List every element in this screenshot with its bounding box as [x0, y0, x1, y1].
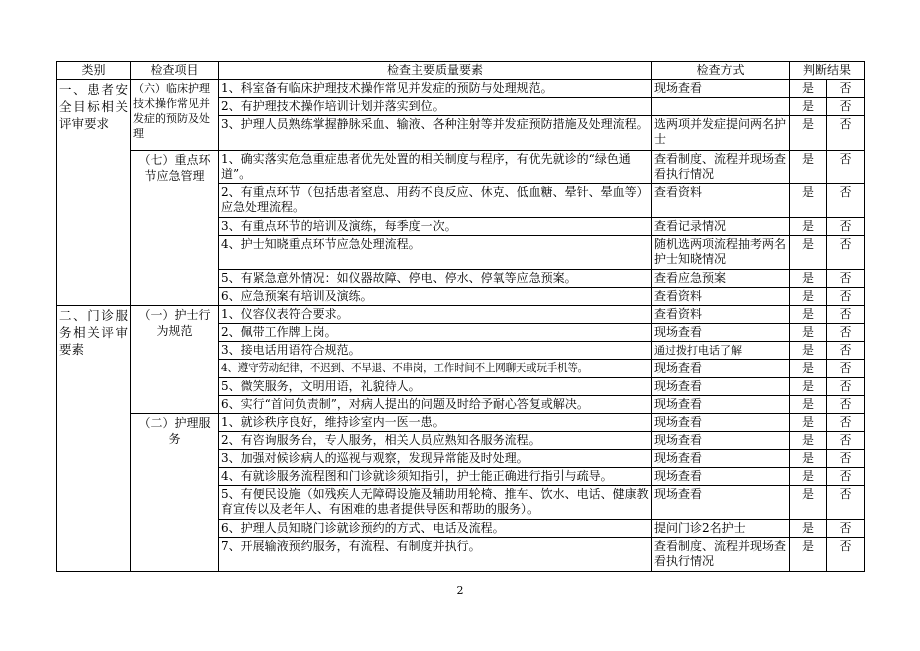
requirement-cell: 6、护理人员知晓门诊就诊预约的方式、电话及流程。 — [219, 520, 652, 538]
requirement-cell: 4、遵守劳动纪律，不迟到、不早退、不串岗，工作时间不上网聊天或玩手机等。 — [219, 360, 652, 378]
method-cell: 现场查看 — [652, 396, 790, 414]
no-cell: 否 — [827, 98, 865, 116]
item-cell: （一）护士行为规范 — [131, 306, 219, 414]
yes-cell: 是 — [790, 468, 827, 486]
category-cell: 一、患者安全目标相关评审要求 — [57, 80, 131, 306]
no-cell: 否 — [827, 306, 865, 324]
no-cell: 否 — [827, 116, 865, 151]
no-cell: 否 — [827, 288, 865, 306]
no-cell: 否 — [827, 184, 865, 218]
method-cell: 通过拨打电话了解 — [652, 342, 790, 360]
requirement-cell: 3、护理人员熟练掌握静脉采血、输液、各种注射等并发症预防措施及处理流程。 — [219, 116, 652, 151]
method-cell: 现场查看 — [652, 360, 790, 378]
requirement-cell: 6、实行“首问负责制”，对病人提出的问题及时给予耐心答复或解决。 — [219, 396, 652, 414]
requirement-cell: 3、接电话用语符合规范。 — [219, 342, 652, 360]
page-number: 2 — [456, 584, 464, 597]
requirement-cell: 4、有就诊服务流程图和门诊就诊须知指引，护士能正确进行指引与疏导。 — [219, 468, 652, 486]
header-requirements: 检查主要质量要素 — [219, 62, 652, 80]
table-row — [57, 306, 865, 324]
requirement-cell: 5、微笑服务，文明用语，礼貌待人。 — [219, 378, 652, 396]
method-cell: 现场查看 — [652, 80, 790, 98]
method-cell: 现场查看 — [652, 468, 790, 486]
method-cell: 查看记录情况 — [652, 218, 790, 236]
method-cell: 选两项并发症提问两名护士 — [652, 116, 790, 151]
yes-cell: 是 — [790, 270, 827, 288]
requirement-cell: 1、仪容仪表符合要求。 — [219, 306, 652, 324]
method-cell: 随机选两项流程抽考两名护士知晓情况 — [652, 236, 790, 270]
yes-cell: 是 — [790, 324, 827, 342]
yes-cell: 是 — [790, 288, 827, 306]
requirement-cell: 3、有重点环节的培训及演练，每季度一次。 — [219, 218, 652, 236]
method-cell: 现场查看 — [652, 324, 790, 342]
requirement-cell: 7、开展输液预约服务，有流程、有制度并执行。 — [219, 538, 652, 572]
category-cell: 二、门诊服务相关评审要素 — [57, 306, 131, 572]
method-cell: 查看资料 — [652, 288, 790, 306]
method-cell: 查看应急预案 — [652, 270, 790, 288]
requirement-cell: 2、有重点环节（包括患者窒息、用药不良反应、休克、低血糖、晕针、晕血等）应急处理流程。 — [219, 184, 652, 218]
no-cell: 否 — [827, 80, 865, 98]
requirement-cell: 2、有护理技术操作培训计划并落实到位。 — [219, 98, 652, 116]
no-cell: 否 — [827, 432, 865, 450]
yes-cell: 是 — [790, 306, 827, 324]
no-cell: 否 — [827, 538, 865, 572]
no-cell: 否 — [827, 218, 865, 236]
requirement-cell: 1、科室备有临床护理技术操作常见并发症的预防与处理规范。 — [219, 80, 652, 98]
inspection-table — [56, 61, 865, 572]
requirement-cell: 1、确实落实危急重症患者优先处置的相关制度与程序，有优先就诊的“绿色通道”。 — [219, 151, 652, 184]
no-cell: 否 — [827, 520, 865, 538]
header-result: 判断结果 — [790, 62, 865, 80]
no-cell: 否 — [827, 151, 865, 184]
requirement-cell: 5、有便民设施（如残疾人无障碍设施及辅助用轮椅、推车、饮水、电话、健康教育宣传以及老年人、有困难的患者提供导医和帮助的服务）。 — [219, 486, 652, 520]
method-cell: 查看制度、流程并现场查看执行情况 — [652, 538, 790, 572]
header-row — [57, 62, 865, 80]
no-cell: 否 — [827, 270, 865, 288]
method-cell: 查看制度、流程并现场查看执行情况 — [652, 151, 790, 184]
yes-cell: 是 — [790, 396, 827, 414]
header-method: 检查方式 — [652, 62, 790, 80]
method-cell: 提问门诊2名护士 — [652, 520, 790, 538]
no-cell: 否 — [827, 360, 865, 378]
item-cell: （六）临床护理技术操作常见并发症的预防及处理 — [131, 80, 219, 151]
header-category: 类别 — [57, 62, 131, 80]
no-cell: 否 — [827, 486, 865, 520]
yes-cell: 是 — [790, 116, 827, 151]
no-cell: 否 — [827, 236, 865, 270]
yes-cell: 是 — [790, 151, 827, 184]
yes-cell: 是 — [790, 432, 827, 450]
no-cell: 否 — [827, 378, 865, 396]
yes-cell: 是 — [790, 378, 827, 396]
method-cell: 查看资料 — [652, 306, 790, 324]
yes-cell: 是 — [790, 98, 827, 116]
table-row — [57, 80, 865, 98]
yes-cell: 是 — [790, 342, 827, 360]
yes-cell: 是 — [790, 450, 827, 468]
no-cell: 否 — [827, 342, 865, 360]
no-cell: 否 — [827, 414, 865, 432]
no-cell: 否 — [827, 450, 865, 468]
table-row — [57, 151, 865, 184]
table-row — [57, 414, 865, 432]
yes-cell: 是 — [790, 520, 827, 538]
requirement-cell: 1、就诊秩序良好，维持诊室内一医一患。 — [219, 414, 652, 432]
item-cell: （二）护理服务 — [131, 414, 219, 572]
requirement-cell: 2、佩带工作牌上岗。 — [219, 324, 652, 342]
no-cell: 否 — [827, 324, 865, 342]
method-cell: 现场查看 — [652, 378, 790, 396]
yes-cell: 是 — [790, 538, 827, 572]
yes-cell: 是 — [790, 414, 827, 432]
method-cell: 查看资料 — [652, 184, 790, 218]
requirement-cell: 6、应急预案有培训及演练。 — [219, 288, 652, 306]
requirement-cell: 2、有咨询服务台，专人服务，相关人员应熟知各服务流程。 — [219, 432, 652, 450]
method-cell — [652, 98, 790, 116]
method-cell: 现场查看 — [652, 486, 790, 520]
method-cell: 现场查看 — [652, 450, 790, 468]
no-cell: 否 — [827, 468, 865, 486]
method-cell: 现场查看 — [652, 432, 790, 450]
requirement-cell: 3、加强对候诊病人的巡视与观察，发现异常能及时处理。 — [219, 450, 652, 468]
yes-cell: 是 — [790, 236, 827, 270]
yes-cell: 是 — [790, 360, 827, 378]
yes-cell: 是 — [790, 80, 827, 98]
no-cell: 否 — [827, 396, 865, 414]
requirement-cell: 5、有紧急意外情况：如仪器故障、停电、停水、停氧等应急预案。 — [219, 270, 652, 288]
yes-cell: 是 — [790, 486, 827, 520]
requirement-cell: 4、护士知晓重点环节应急处理流程。 — [219, 236, 652, 270]
yes-cell: 是 — [790, 218, 827, 236]
item-cell: （七）重点环节应急管理 — [131, 151, 219, 306]
method-cell: 现场查看 — [652, 414, 790, 432]
yes-cell: 是 — [790, 184, 827, 218]
header-item: 检查项目 — [131, 62, 219, 80]
